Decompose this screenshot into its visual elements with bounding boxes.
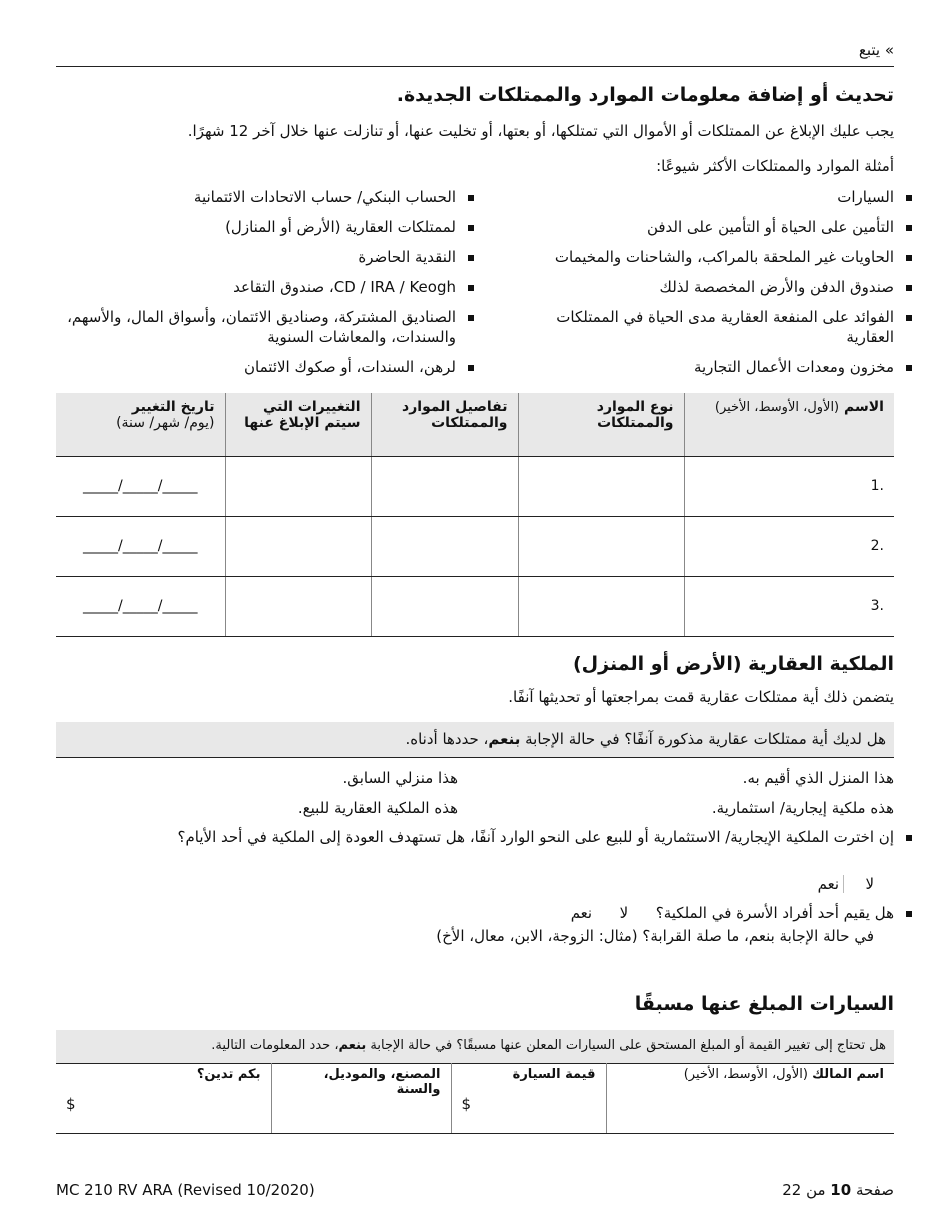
changes-cell[interactable] [225,576,371,636]
row-number: .2 [684,516,894,576]
form-id: MC 210 RV ARA (Revised 10/2020) [56,1181,315,1199]
type-cell[interactable] [518,576,684,636]
option-home-checkbox[interactable]: هذا المنزل الذي أقيم به. [742,769,894,787]
top-divider [56,66,894,67]
section-title-update-resources: تحديث أو إضافة معلومات الموارد والممتلكات الجديدة. [396,84,894,106]
details-cell[interactable] [371,516,518,576]
column-header-changes: التغييرات التي سيتم الإبلاغ عنها [225,393,371,456]
table-row [56,456,894,516]
date-cell[interactable]: _____/_____/_____ [56,516,225,576]
changes-cell[interactable] [225,516,371,576]
list-item: الصناديق المشتركة، وصناديق الائتمان، وأسواق المال، والأسهم، والسندات، والمعاشات السنوية [66,307,476,347]
date-cell[interactable]: _____/_____/_____ [56,576,225,636]
list-item: النقدية الحاضرة [66,247,476,267]
relationship-question: في حالة الإجابة بنعم، ما صلة القرابة؟ (مثال: الزوجة، الابن، معال، الأخ) [436,927,874,945]
details-cell[interactable] [371,456,518,516]
column-header-name: الاسم (الأول، الأوسط، الأخير) [684,393,894,456]
list-item: الحساب البنكي/ حساب الاتحادات الائتمانية [66,187,476,207]
date-cell[interactable]: _____/_____/_____ [56,456,225,516]
continue-label: » يتبع [858,41,894,59]
cars-question-bar [56,1030,894,1064]
family-question [74,903,914,923]
table-row [56,1063,894,1133]
changes-cell[interactable] [225,456,371,516]
column-header-type: نوع الموارد والممتلكات [518,393,684,456]
list-item: إن اخترت الملكية الإيجارية/ الاستثمارية أو للبيع على النحو الوارد آنفًا، هل تستهدف العودة إلى الملكية في أحد الأيام؟ [74,827,914,847]
cars-table [56,1063,894,1134]
real-estate-questions [74,827,914,851]
option-rental-checkbox[interactable]: هذه ملكية إيجارية/ استثمارية. [711,799,894,817]
list-item: الحاويات غير الملحقة بالمراكب، والشاحنات والمخيمات [532,247,914,267]
resource-changes-table [56,393,894,637]
row-number: .1 [684,456,894,516]
list-item: الفوائد على المنفعة العقارية مدى الحياة في الممتلكات العقارية [532,307,914,347]
column-header-details: تفاصيل الموارد والممتلكات [371,393,518,456]
owner-name-cell[interactable]: اسم المالك (الأول، الأوسط، الأخير) [606,1063,894,1133]
dollar-sign: $ [461,1095,472,1113]
details-cell[interactable] [371,576,518,636]
section-title-cars: السيارات المبلغ عنها مسبقًا [634,993,894,1015]
list-item: مخزون ومعدات الأعمال التجارية [532,357,914,377]
return-no-checkbox[interactable]: لا [865,875,874,893]
return-yes-checkbox[interactable]: نعم [818,875,844,893]
examples-list-right [532,187,914,387]
page-number: صفحة 10 من 22 [782,1181,894,1199]
examples-list-left [66,187,476,387]
family-no-checkbox[interactable]: لا [619,904,629,922]
make-model-cell[interactable] [271,1063,451,1133]
option-former-home-checkbox[interactable]: هذا منزلي السابق. [342,769,458,787]
table-row [56,576,894,636]
section-title-real-estate: الملكية العقارية (الأرض أو المنزل) [573,653,894,675]
amount-owed-cell[interactable] [56,1063,271,1133]
cars-question: هل تحتاج إلى تغيير القيمة أو المبلغ المستحق على السيارات المعلن عنها مسبقًا؟ في حالة الإجابة بنعم، حدد المعلومات التالية. [211,1038,886,1053]
section-intro: يجب عليك الإبلاغ عن الممتلكات أو الأموال التي تمتلكها، أو بعتها، أو تخليت عنها، أو تنازلت عنها خلال آخر 12 شهرًا. [187,122,894,140]
real-estate-question-bar [56,722,894,758]
examples-heading: أمثلة الموارد والممتلكات الأكثر شيوعًا: [656,157,894,175]
list-item: السيارات [532,187,914,207]
car-value-label: قيمة السيارة [512,1067,596,1082]
real-estate-question: هل لديك أية ممتلكات عقارية مذكورة آنفًا؟ في حالة الإجابة بنعم، حددها أدناه. [405,730,886,748]
car-value-cell[interactable] [451,1063,606,1133]
table-row [56,516,894,576]
option-for-sale-checkbox[interactable]: هذه الملكية العقارية للبيع. [297,799,458,817]
family-yes-checkbox[interactable]: نعم [570,904,593,922]
column-header-date: تاريخ التغيير (يوم/ شهر/ سنة) [56,393,225,456]
type-cell[interactable] [518,456,684,516]
type-cell[interactable] [518,516,684,576]
row-number: .3 [684,576,894,636]
make-model-label: المصنع، والموديل، والسنة [323,1067,441,1097]
list-item: لرهن، السندات، أو صكوك الائتمان [66,357,476,377]
real-estate-intro: يتضمن ذلك أية ممتلكات عقارية قمت بمراجعتها أو تحديثها آنفًا. [508,688,894,706]
list-item: صندوق الدفن والأرض المخصصة لذلك [532,277,914,297]
list-item: CD / IRA / Keogh، صندوق التقاعد [66,277,476,297]
list-item: لممتلكات العقارية (الأرض أو المنازل) [66,217,476,237]
family-question-text: هل يقيم أحد أفراد الأسرة في الملكية؟ [655,904,894,922]
amount-owed-label: بكم تدين؟ [196,1067,261,1082]
dollar-sign: $ [66,1095,76,1113]
list-item [74,903,914,923]
list-item: التأمين على الحياة أو التأمين على الدفن [532,217,914,237]
